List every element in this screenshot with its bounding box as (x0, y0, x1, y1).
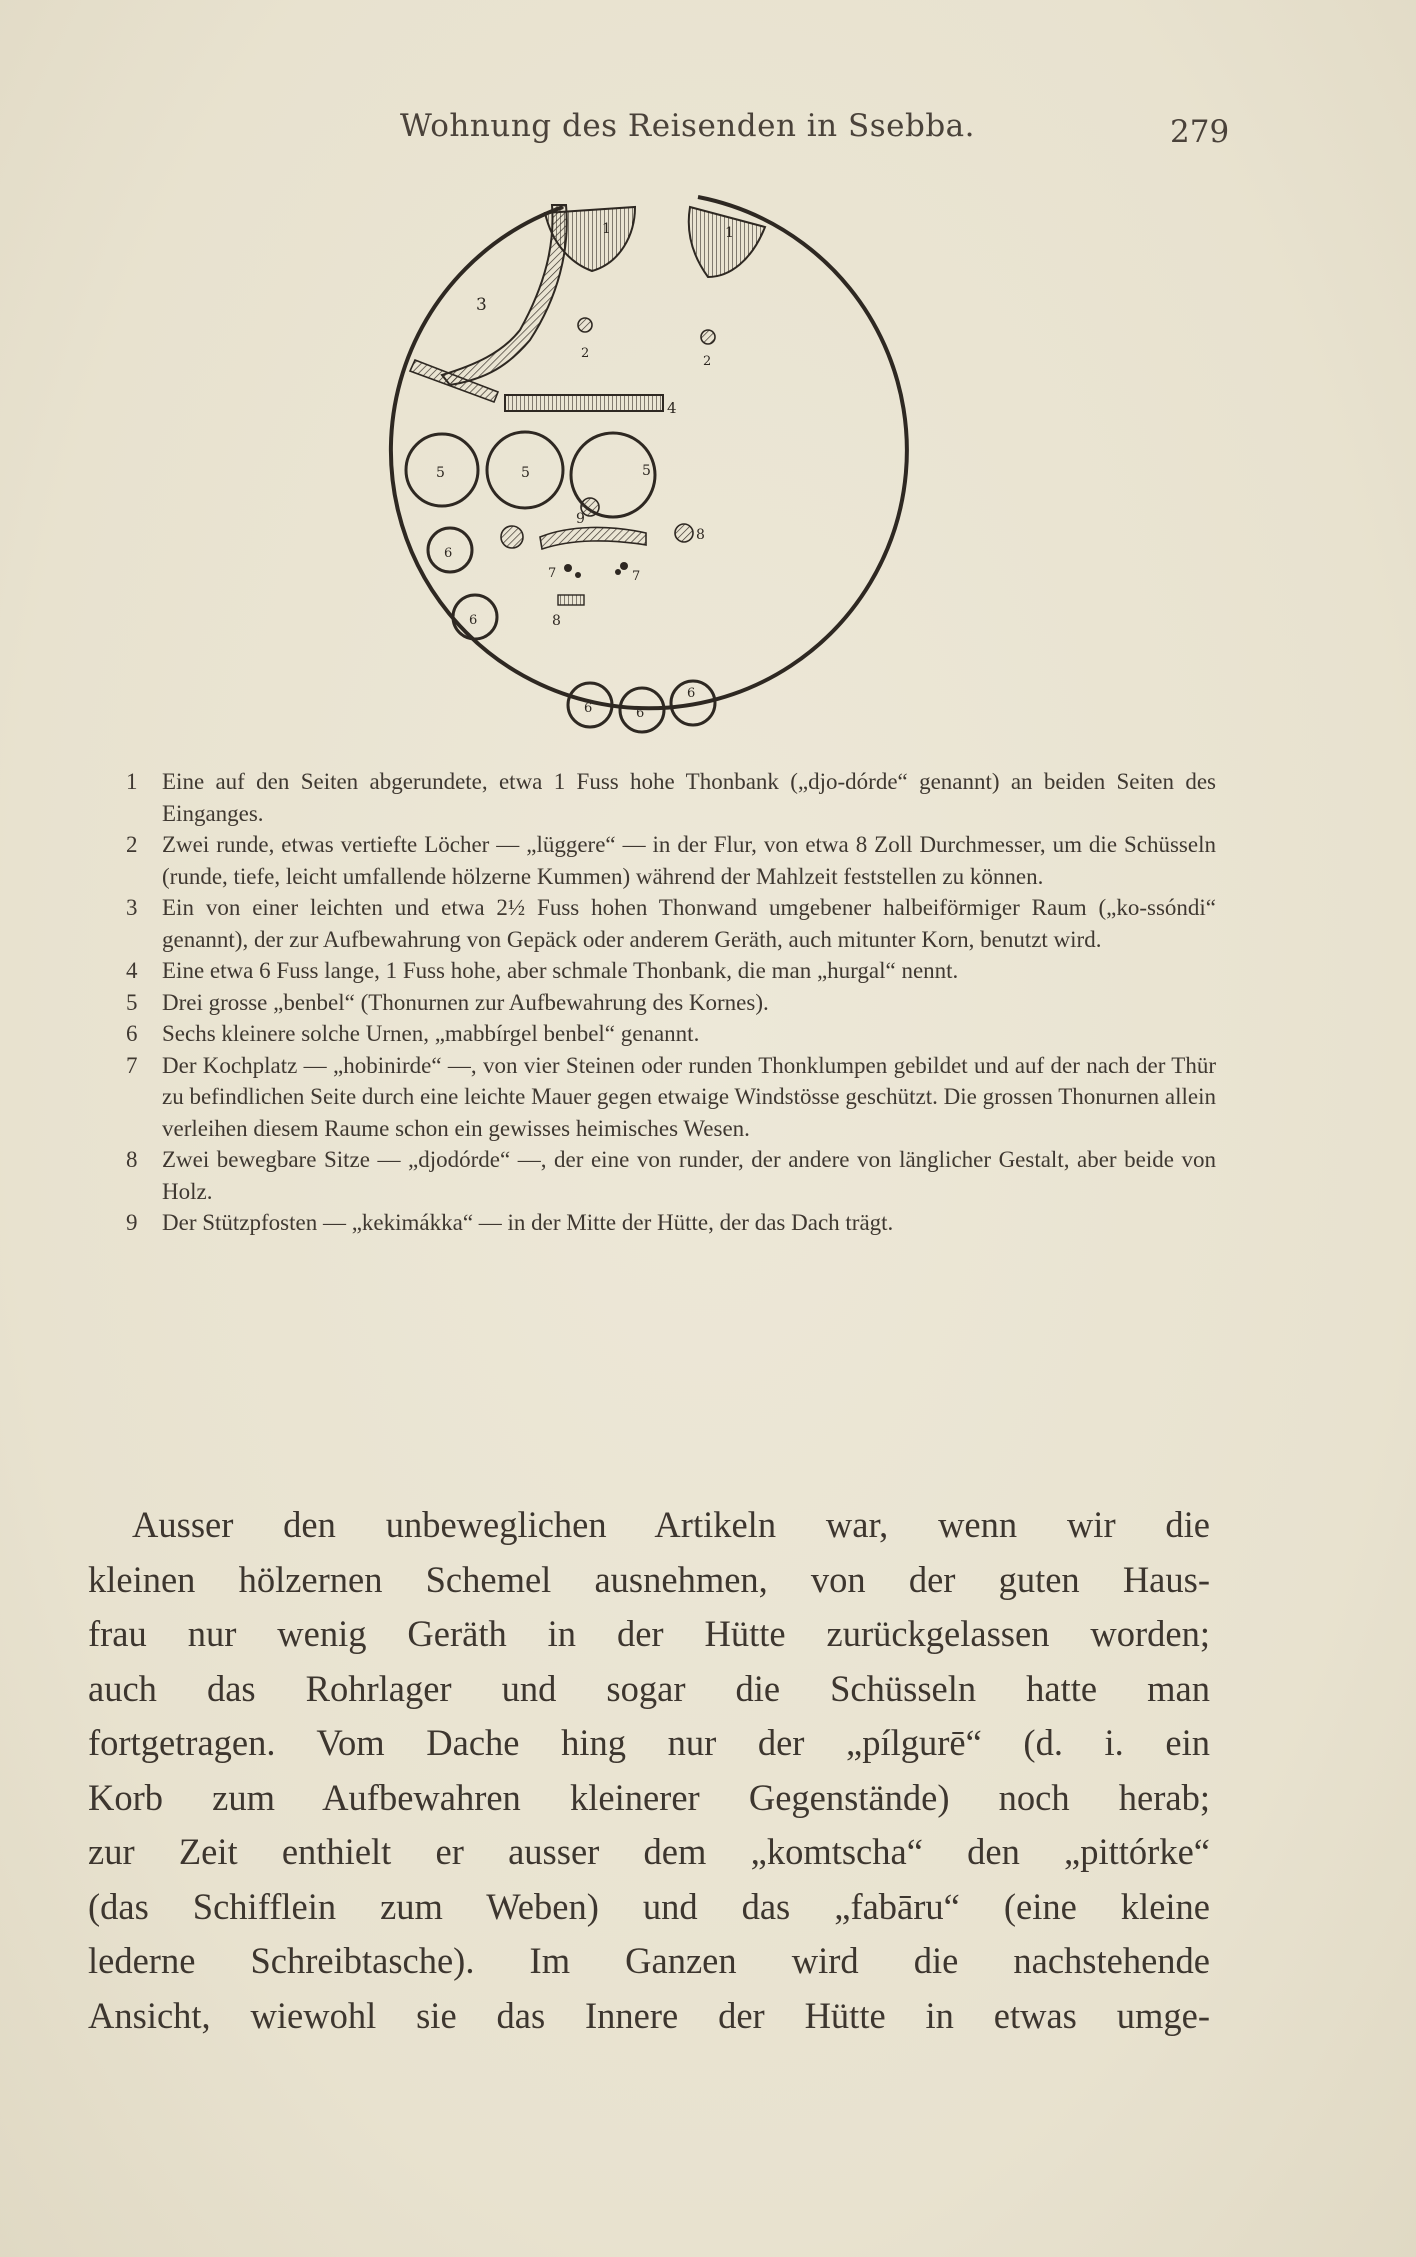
legend-text: Der Kochplatz — „hobinirde“ —, von vier Steinen oder runden Thonklumpen gebildet und auf der nach der Thür zu befindlichen Seite durch eine leichte Mauer gegen etwaige Windstösse geschützt. Die grossen Thonurnen allein verleihen diesem Raume schon ein gewisses heimisches Wesen. (162, 1052, 1216, 1141)
label-7-a: 7 (548, 566, 557, 581)
body-line: zur Zeit enthielt er ausser dem „komtscha“ den „pittórke“ (88, 1831, 1210, 1872)
label-2-left: 2 (581, 346, 590, 361)
label-8-b: 8 (552, 613, 561, 629)
label-4: 4 (667, 399, 677, 417)
body-line: lederne Schreibtasche). Im Ganzen wird die nachstehende (88, 1940, 1210, 1981)
label-1-left: 1 (602, 221, 611, 237)
legend-item (126, 829, 1216, 892)
legend-item (126, 892, 1216, 955)
running-title: Wohnung des Reisenden in Ssebba. (400, 108, 976, 144)
hearth-stone-2 (575, 572, 581, 578)
legend-number: 8 (126, 1147, 138, 1172)
legend-item (126, 1207, 1216, 1239)
label-6-e: 6 (687, 686, 696, 701)
body-line: fortgetragen. Vom Dache hing nur der „pílgurē“ (d. i. ein (88, 1722, 1210, 1763)
body-paragraph (88, 1498, 1210, 2043)
legend-number: 9 (126, 1210, 138, 1235)
hearth-wall (540, 527, 646, 549)
body-line: frau nur wenig Geräth in der Hütte zurückgelassen worden; (88, 1613, 1210, 1654)
legend-text: Drei grosse „benbel“ (Thonurnen zur Aufbewahrung des Kornes). (162, 989, 769, 1015)
legend-text: Der Stützpfosten — „kekimákka“ — in der Mitte der Hütte, der das Dach trägt. (162, 1210, 894, 1235)
label-3: 3 (476, 295, 487, 315)
hut-floor-plan (380, 185, 940, 740)
legend-number: 3 (126, 895, 138, 920)
legend-text: Zwei runde, etwas vertiefte Löcher — „lüggere“ — in der Flur, von etwa 8 Zoll Durchmesser, um die Schüsseln (runde, tiefe, leicht umfallende hölzerne Kummen) während der Mahlzeit feststellen zu können. (162, 832, 1216, 889)
floor-plan-svg (380, 185, 940, 740)
legend-number: 4 (126, 958, 138, 983)
hearth-stone-4 (620, 562, 628, 570)
legend-number: 6 (126, 1021, 138, 1046)
hearth-stone-3 (615, 569, 621, 575)
label-1-right: 1 (725, 225, 734, 241)
legend-number: 7 (126, 1052, 138, 1078)
legend-item (126, 1018, 1216, 1050)
storage-wall (442, 205, 567, 385)
page-number: 279 (1170, 114, 1230, 150)
legend-item (126, 955, 1216, 987)
hole-right (701, 330, 715, 344)
label-6-c: 6 (584, 701, 593, 716)
legend-item (126, 1144, 1216, 1207)
label-9: 9 (576, 511, 585, 527)
legend-number: 2 (126, 832, 138, 857)
hole-left (578, 318, 592, 332)
long-seat (558, 595, 584, 605)
body-line: auch das Rohrlager und sogar die Schüsseln hatte man (88, 1667, 1210, 1709)
legend-text: Sechs kleinere solche Urnen, „mabbírgel benbel“ genannt. (162, 1021, 700, 1046)
body-line: Korb zum Aufbewahren kleinerer Gegenstände) noch herab; (88, 1776, 1210, 1818)
body-line: kleinen hölzernen Schemel ausnehmen, von der guten Haus- (88, 1558, 1210, 1600)
legend-item (126, 987, 1216, 1019)
legend-item (126, 766, 1216, 829)
legend-item (126, 1050, 1216, 1145)
legend-number: 5 (126, 989, 138, 1015)
hearth-stone-1 (564, 564, 572, 572)
legend-text: Eine etwa 6 Fuss lange, 1 Fuss hohe, aber schmale Thonbank, die man „hurgal“ nennt. (162, 958, 959, 983)
label-7-b: 7 (632, 569, 641, 584)
label-8-a: 8 (696, 527, 705, 543)
body-line: Ansicht, wiewohl sie das Innere der Hütte in etwas umge- (88, 1994, 1210, 2036)
label-6-d: 6 (636, 706, 645, 721)
label-5-a: 5 (436, 465, 445, 481)
bench-right (689, 207, 765, 277)
label-5-b: 5 (521, 465, 530, 481)
label-6-b: 6 (469, 613, 478, 628)
hatched-object (501, 526, 523, 548)
page-header (0, 108, 1416, 158)
label-6-a: 6 (444, 546, 453, 561)
figure-legend (126, 766, 1216, 1239)
label-2-right: 2 (703, 354, 712, 369)
round-seat (675, 524, 693, 542)
legend-number: 1 (126, 769, 138, 794)
body-line: (das Schifflein zum Weben) und das „fabāru“ (eine kleine (88, 1885, 1210, 1927)
label-5-c: 5 (642, 463, 651, 479)
legend-text: Zwei bewegbare Sitze — „djodórde“ —, der eine von runder, der andere von länglicher Gestalt, aber beide von Holz. (162, 1147, 1216, 1204)
long-bench (505, 395, 663, 411)
legend-text: Eine auf den Seiten abgerundete, etwa 1 Fuss hohe Thonbank („djo-dórde“ genannt) an beiden Seiten des Einganges. (162, 769, 1216, 826)
body-line: Ausser den unbeweglichen Artikeln war, wenn wir die (132, 1504, 1210, 1545)
legend-text: Ein von einer leichten und etwa 2½ Fuss hohen Thonwand umgebener halbeiförmiger Raum („ko-ssóndi“ genannt), der zur Aufbewahrung von Gepäck oder anderem Geräth, auch mitunter Korn, benutzt wird. (162, 895, 1216, 952)
